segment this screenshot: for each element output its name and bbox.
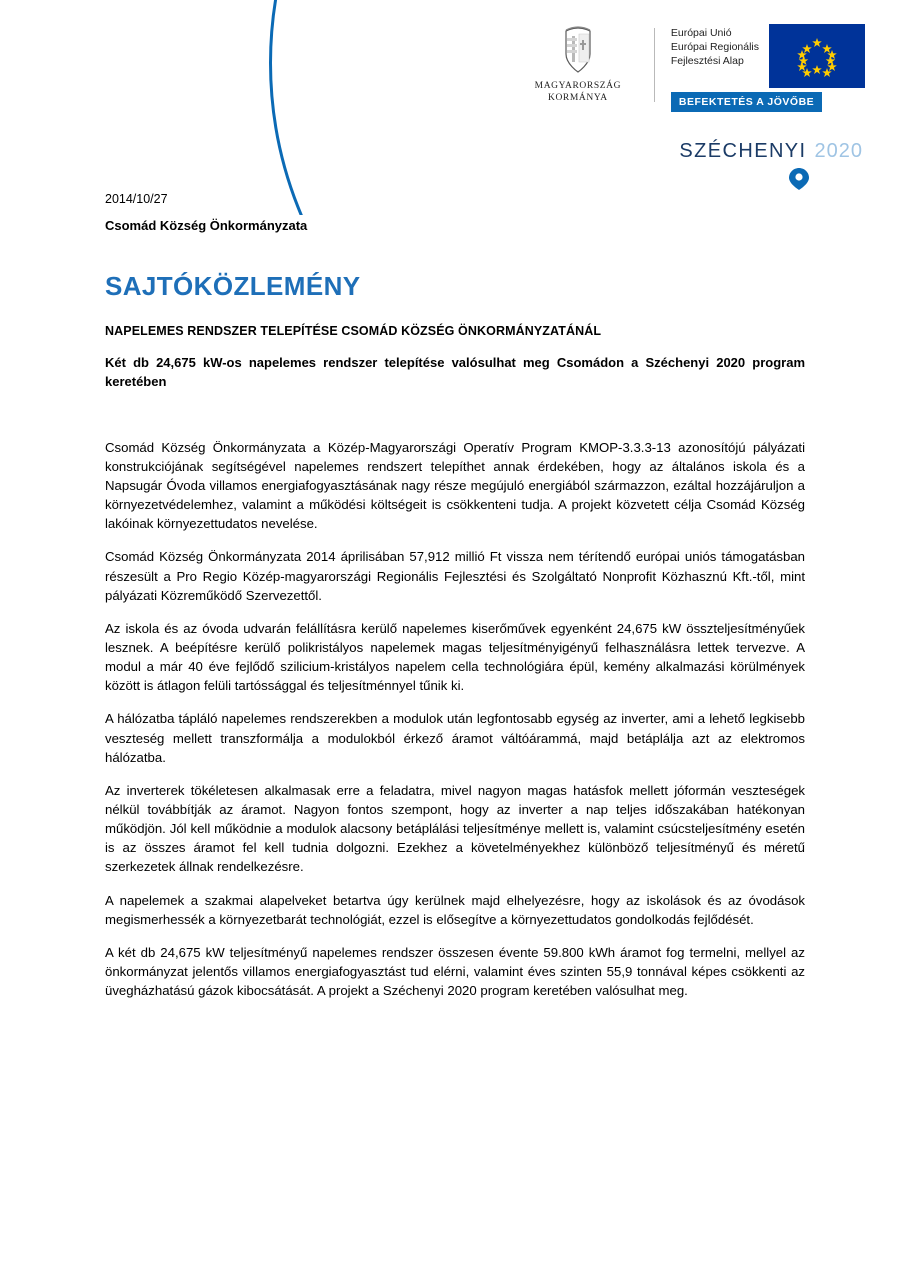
hungary-government-label [535, 81, 621, 105]
page-title: SAJTÓKÖZLEMÉNY [105, 271, 361, 301]
eu-line-1: Európai Unió [670, 27, 732, 39]
coat-of-arms-icon [558, 24, 598, 76]
paragraph: Csomád Község Önkormányzata 2014 áprilisában 57,912 millió Ft vissza nem térítendő európai uniós támogatásban részesült a Pro Regio Közép-magyarországi Regionális Fejlesztési és Szolgáltató Nonprofit Közhasznú Kft.-től, mint pályázati Közreműködő Szervezettől. [105, 549, 805, 603]
logo-divider [654, 28, 655, 102]
magyar-line-2: KORMÁNYA [548, 92, 608, 103]
befektetes-a-jovobe-badge: BEFEKTETÉS A JÖVŐBE [671, 92, 822, 112]
szechenyi-name: SZÉCHENYI [679, 140, 807, 162]
eu-fund-label [671, 24, 759, 69]
eu-logo-block [671, 24, 865, 112]
szechenyi-year: 2020 [814, 140, 863, 162]
document-header-band [0, 0, 905, 215]
paragraph: Csomád Község Önkormányzata a Közép-Magyarországi Operatív Program KMOP-3.3.3-13 azonosítójú pályázati konstrukciójának segítségével napelemes rendszert telepíthet annak érdekében, hogy az általános iskola és a Napsugár Óvoda villamos energiafogyasztásának nagy része megújuló energiából származzon, ezáltal hozzájáruljon a környezetvédelemhez, valamint a működési költségeit is csökkenteni tudja. A projekt közvetett célja Csomád Község lakóinak környezettudatos nevelése. [105, 439, 805, 532]
paragraph: A két db 24,675 kW teljesítményű napelemes rendszer összesen évente 59.800 kWh áramot fog termelni, mellyel az önkormányzat jelentős villamos energiafogyasztást tud elérni, valamint éves szinten 55,9 tonnával képes csökkenti az üvegházhatású gázok kibocsátását. A projekt a Széchenyi 2020 program keretében valósulhat meg. [105, 944, 805, 999]
document-body [105, 192, 805, 1014]
document-organization: Csomád Község Önkormányzata [105, 218, 308, 233]
paragraph: Az iskola és az óvoda udvarán felállításra kerülő napelemes kiserőművek egyenként 24,675 kW összteljesítményűek lesznek. A beépítésre kerülő polikristályos napelemek magas teljesítményigényű felhasználásra lettek tervezve. A modul a már 40 éve fejlődő szilicium-kristályos napelem cella technológiára épül, kemény alkalmazási körülmények között is átlagon felüli tartóssággal és teljesítménnyel tűnik ki. [105, 620, 805, 694]
paragraph: Az inverterek tökéletesen alkalmasak erre a feladatra, mivel nagyon magas hatásfok mellett jóformán veszteségek nélkül továbbítják az áramot. Nagyon fontos szempont, hogy az inverter a nap teljes időszakában hatékonyan működjön. Jól kell működnie a modulok alacsony betáplálási teljesítménye mellett is, valamint csúcsteljesítmény esetén is az összes áramot fel kell tudnia dolgozni. Ezekhez a követelményekhez különböző teljesítményű és méretű szerkezetek állnak rendelkezésre. [105, 782, 805, 875]
logo-row [518, 24, 865, 112]
magyar-line-1: MAGYARORSZÁG [534, 81, 622, 91]
document-subtitle: NAPELEMES RENDSZER TELEPÍTÉSE CSOMÁD KÖZSÉG ÖNKORMÁNYZATÁNÁL [105, 324, 602, 338]
document-date: 2014/10/27 [105, 192, 168, 206]
szechenyi-2020-logo [679, 140, 863, 163]
hungary-government-logo [518, 24, 638, 105]
eu-line-2: Európai Regionális [670, 41, 759, 54]
eu-flag-icon [769, 24, 865, 88]
paragraph: A napelemek a szakmai alapelveket betartva úgy kerülnek majd elhelyezésre, hogy az iskolások és az óvodások megismerhessék a környezetbarát technológiát, ezzel is elősegítve a környezettudatos gondolkodás fejlődését. [105, 892, 805, 927]
map-pin-icon [789, 168, 809, 188]
document-lead: Két db 24,675 kW-os napelemes rendszer telepítése valósulhat meg Csomádon a Széchenyi 2020 program keretében [105, 355, 805, 389]
eu-line-3: Fejlesztési Alap [670, 55, 744, 68]
paragraph: A hálózatba tápláló napelemes rendszerekben a modulok után legfontosabb egység az inverter, ami a lehető legkisebb veszteség mellett transzformálja a modulokból érkező áramot váltóárammá, majd betáplálja azt az elektromos hálózatba. [105, 711, 805, 765]
